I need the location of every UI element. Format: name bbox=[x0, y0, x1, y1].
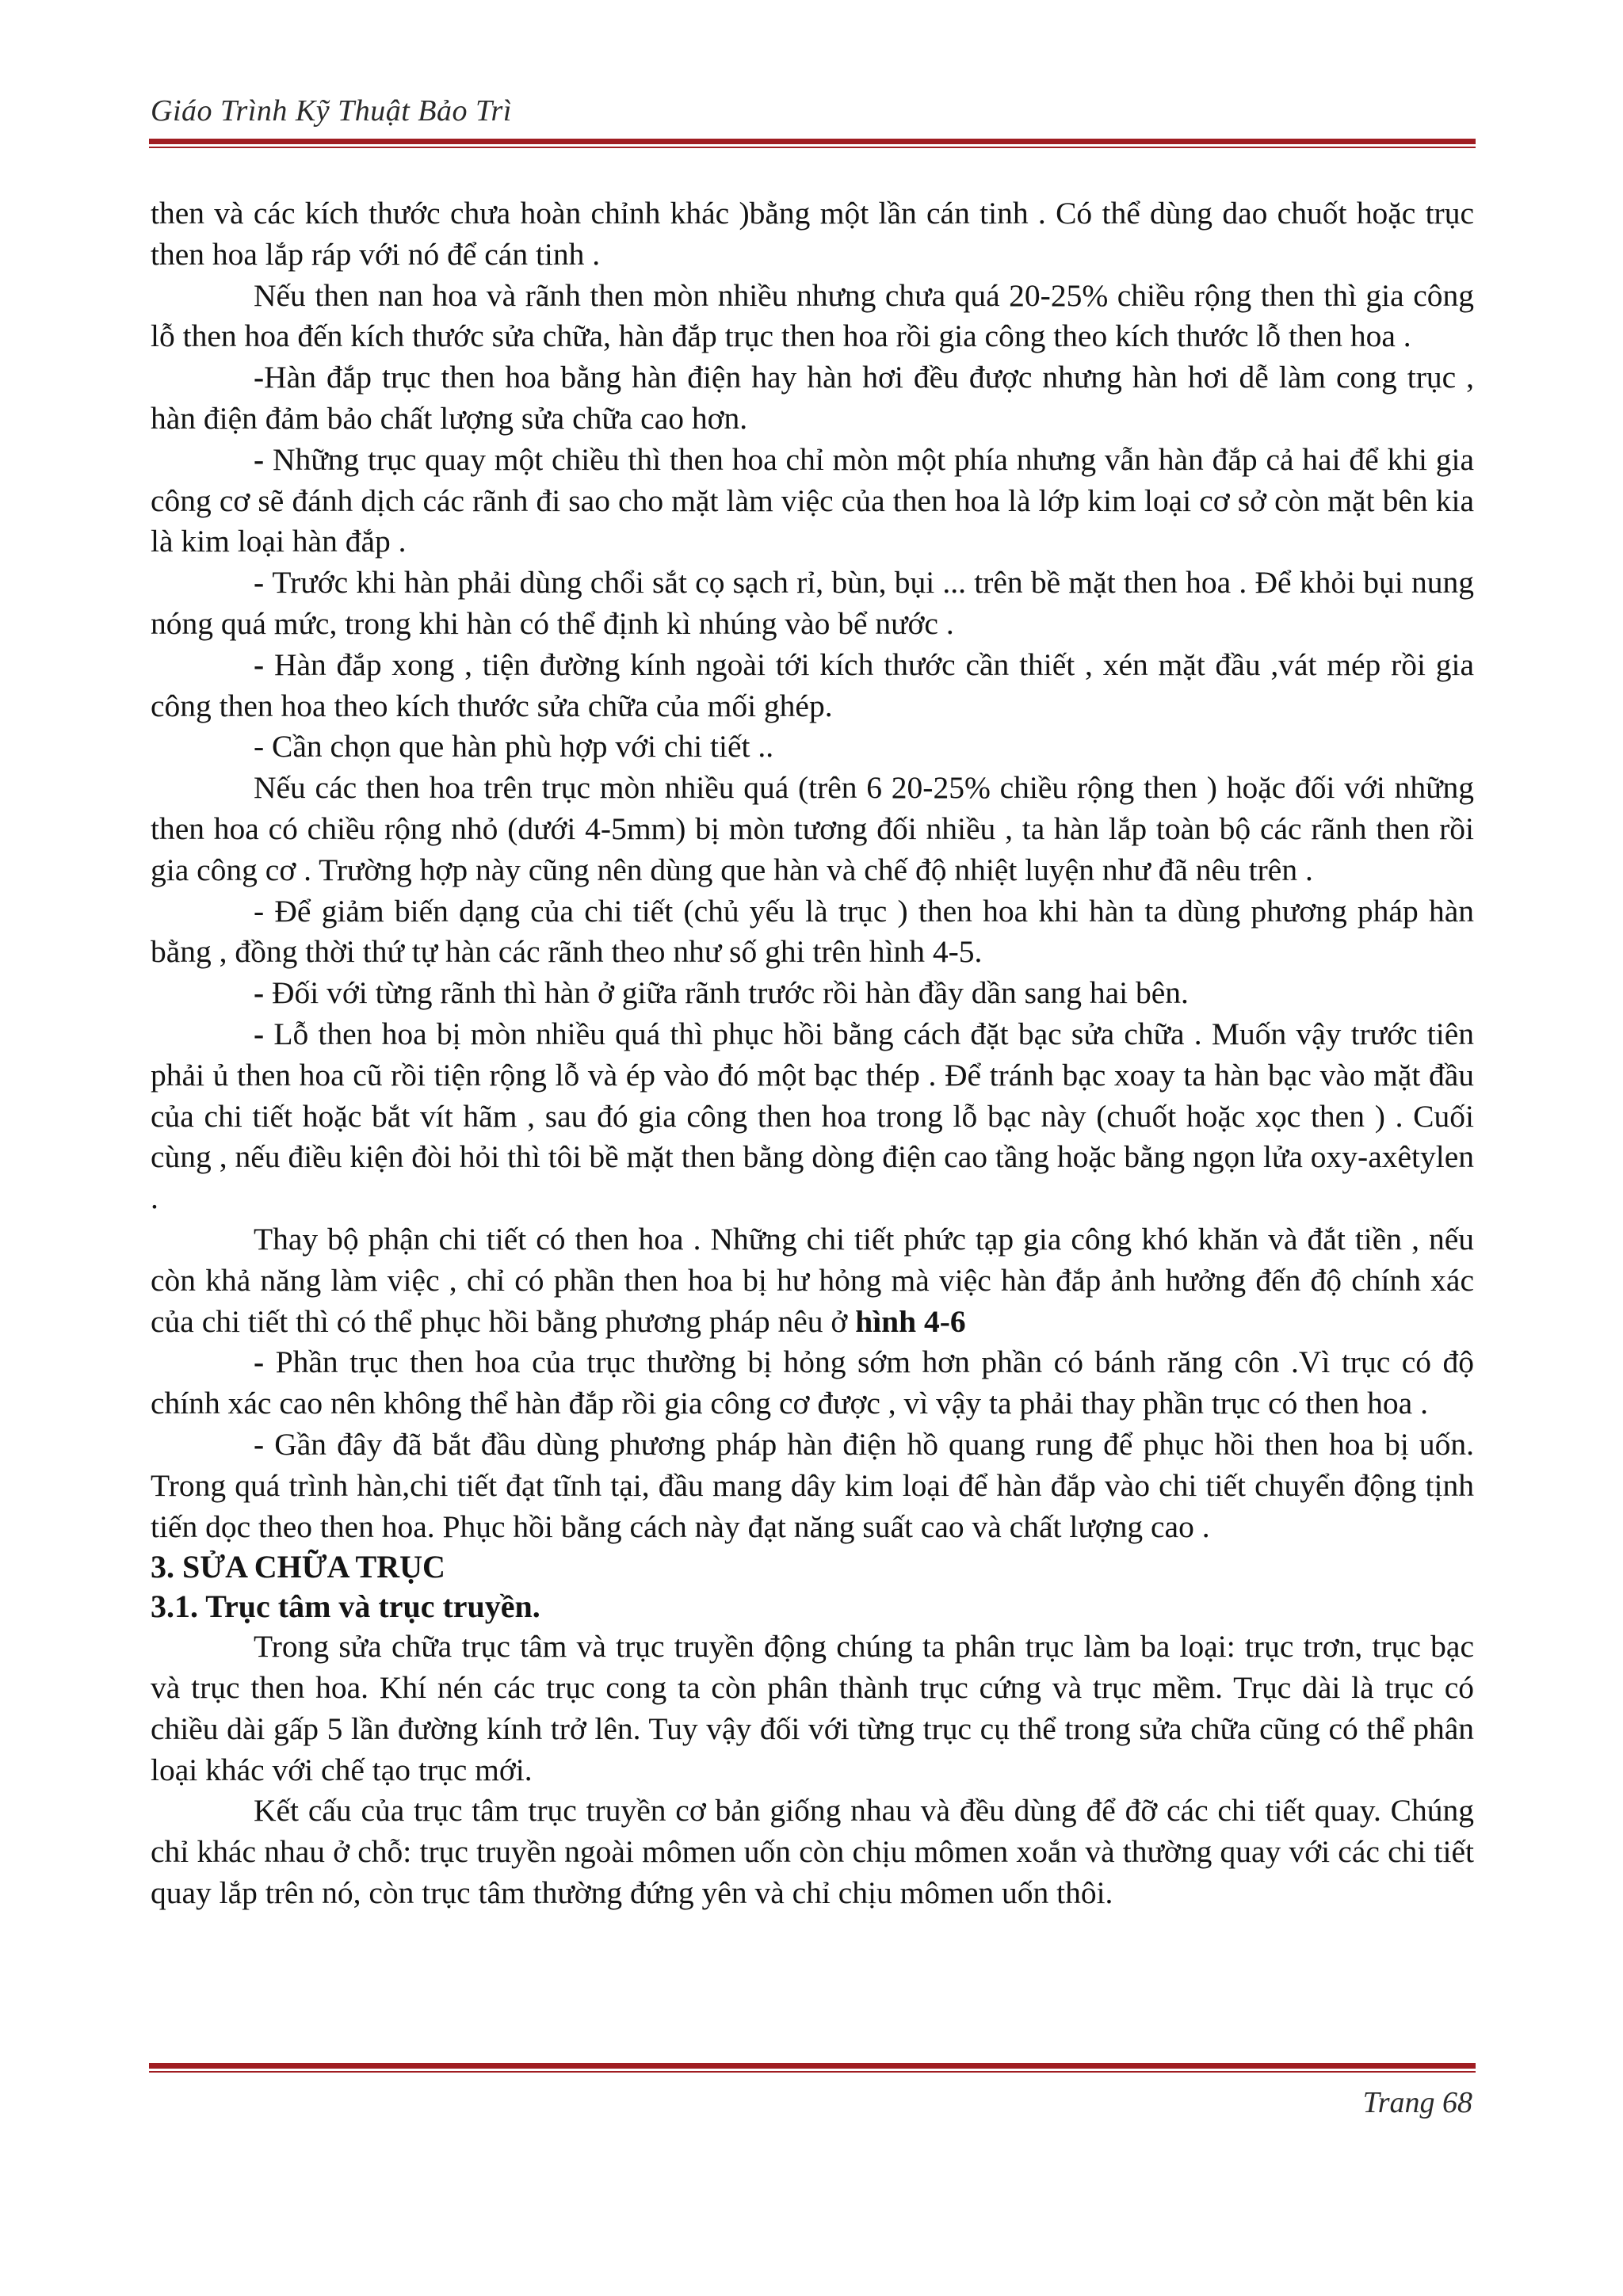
paragraph: - Trước khi hàn phải dùng chổi sắt cọ sạch rỉ, bùn, bụi ... trên bề mặt then hoa . Để khỏi bụi nung nóng quá mức, trong khi hàn có thể định kì nhúng vào bể nước . bbox=[151, 565, 1474, 641]
bullet-dash: - bbox=[254, 646, 274, 682]
paragraph: - Phần trục then hoa của trục thường bị hỏng sớm hơn phần có bánh răng côn .Vì trục có độ chính xác cao nên không thể hàn đắp rồi gia công cơ được , vì vậy ta phải thay phần trục có then hoa . bbox=[151, 1344, 1475, 1421]
paragraph: Thay bộ phận chi tiết có then hoa . Những chi tiết phức tạp gia công khó khăn và đắt tiền , nếu còn khả năng làm việc , chỉ có phần then hoa bị hư hỏng mà việc hàn đắp ảnh hưởng đến độ chính xác của chi tiết thì có thể phục hồi bằng phương pháp nêu ở hình 4-6 bbox=[151, 1221, 1474, 1339]
bullet-dash: - bbox=[254, 975, 273, 1011]
paragraph: -Hàn đắp trục then hoa bằng hàn điện hay hàn hơi đều được nhưng hàn hơi dễ làm cong trục , hàn điện đảm bảo chất lượng sửa chữa cao hơn. bbox=[151, 360, 1474, 436]
paragraph: Trong sửa chữa trục tâm và trục truyền động chúng ta phân trục làm ba loại: trục trơn, trục bạc và trục then hoa. Khí nén các trục cong ta còn phân thành trục cứng và trục mềm. Trục dài là trục có chiều dài gấp 5 lần đường kính trở lên. Tuy vậy đối với từng trục cụ thể trong sửa chữa cũng có thể phân loại khác với chế tạo trục mới. bbox=[151, 1629, 1474, 1787]
figure-reference: hình 4-6 bbox=[855, 1303, 966, 1339]
paragraph: - Gần đây đã bắt đầu dùng phương pháp hàn điện hồ quang rung để phục hồi then hoa bị uốn. Trong quá trình hàn,chi tiết đạt tĩnh tại, đầu mang dây kim loại để hàn đắp vào chi tiết chuyển động tịnh tiến dọc theo then hoa. Phục hồi bằng cách này đạt năng suất cao và chất lượng cao . bbox=[151, 1426, 1475, 1544]
paragraph: - Hàn đắp xong , tiện đường kính ngoài tới kích thước cần thiết , xén mặt đầu ,vát mép rồi gia công then hoa theo kích thước sửa chữa của mối ghép. bbox=[151, 646, 1474, 723]
paragraph: - Cần chọn que hàn phù hợp với chi tiết .. bbox=[254, 729, 774, 765]
paragraph: - Lỗ then hoa bị mòn nhiều quá thì phục hồi bằng cách đặt bạc sửa chữa . Muốn vậy trước tiên phải ủ then hoa cũ rồi tiện rộng lỗ và ép vào đó một bạc thép . Để tránh bạc xoay ta hàn bạc vào mặt đầu của chi tiết hoặc bắt vít hãm , sau đó gia công then hoa trong lỗ bạc này (chuốt hoặc xọc then ) . Cuối cùng , nếu điều kiện đòi hỏi thì tôi bề mặt then bằng dòng điện cao tầng hoặc bằng ngọn lửa oxy-axêtylen . bbox=[151, 1016, 1475, 1216]
bullet-dash: - bbox=[254, 360, 265, 395]
paragraph: - Những trục quay một chiều thì then hoa chỉ mòn một phía nhưng vẫn hàn đắp cả hai để khi gia công cơ sẽ đánh dịch các rãnh đi sao cho mặt làm việc của then hoa là lớp kim loại cơ sở còn mặt bên kia là kim loại hàn đắp . bbox=[151, 441, 1475, 559]
running-header-title: Giáo Trình Kỹ Thuật Bảo Trì bbox=[151, 94, 512, 128]
paragraph: Nếu then nan hoa và rãnh then mòn nhiều nhưng chưa quá 20-25% chiều rộng then thì gia công lỗ then hoa đến kích thước sửa chữa, hàn đắp trục then hoa rồi gia công theo kích thước lỗ then hoa . bbox=[151, 277, 1474, 354]
page-body bbox=[151, 193, 1474, 1914]
paragraph: - Đối với từng rãnh thì hàn ở giữa rãnh trước rồi hàn đầy dần sang hai bên. bbox=[254, 975, 1189, 1011]
section-heading: 3. SỬA CHỮA TRỤC bbox=[151, 1549, 445, 1585]
paragraph: Kết cấu của trục tâm trục truyền cơ bản giống nhau và đều dùng để đỡ các chi tiết quay. Chúng chỉ khác nhau ở chỗ: trục truyền ngoài mômen uốn còn chịu mômen xoắn và thường quay với các chi tiết quay lắp trên nó, còn trục tâm thường đứng yên và chỉ chịu mômen uốn thôi. bbox=[151, 1793, 1474, 1911]
page-number: Trang 68 bbox=[1362, 2086, 1472, 2119]
paragraph: - Để giảm biến dạng của chi tiết (chủ yếu là trục ) then hoa khi hàn ta dùng phương pháp hàn bằng , đồng thời thứ tự hàn các rãnh theo như số ghi trên hình 4-5. bbox=[151, 893, 1474, 970]
header-rule bbox=[149, 139, 1476, 148]
paragraph: then và các kích thước chưa hoàn chỉnh khác )bằng một lần cán tinh . Có thể dùng dao chuốt hoặc trục then hoa lắp ráp với nó để cán tinh . bbox=[151, 196, 1474, 272]
subsection-heading: 3.1. Trục tâm và trục truyền. bbox=[151, 1589, 540, 1625]
paragraph: Nếu các then hoa trên trục mòn nhiều quá (trên 6 20-25% chiều rộng then ) hoặc đối với những then hoa có chiều rộng nhỏ (dưới 4-5mm) bị mòn tương đối nhiều , ta hàn lắp toàn bộ các rãnh then rồi gia công cơ . Trường hợp này cũng nên dùng que hàn và chế độ nhiệt luyện như đã nêu trên . bbox=[151, 770, 1474, 887]
bullet-dash: - bbox=[254, 441, 273, 477]
bullet-dash: - bbox=[254, 1344, 276, 1380]
footer-rule bbox=[149, 2063, 1476, 2073]
bullet-dash: - bbox=[254, 565, 273, 601]
bullet-dash: - bbox=[254, 1016, 274, 1051]
bullet-dash: - bbox=[254, 1426, 275, 1462]
